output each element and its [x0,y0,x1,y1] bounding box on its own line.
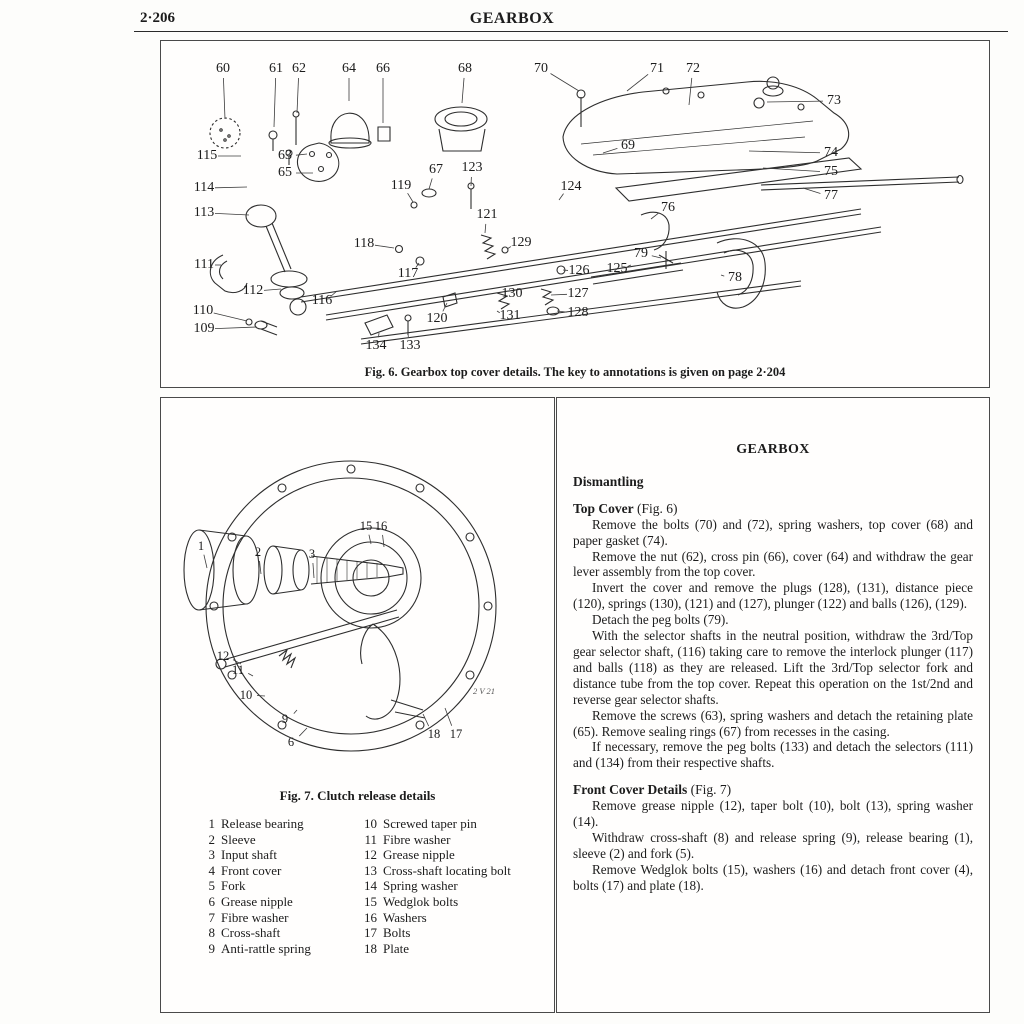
fig6-callout-121: 121 [476,207,498,222]
article-frame [556,397,990,1013]
fig7-callout-15: 15 [359,518,373,533]
fig7-callout-1: 1 [197,538,205,553]
fig6-callout-119: 119 [390,178,412,193]
fig6-callout-61: 61 [269,61,283,76]
section-heading: Front Cover Details (Fig. 7) [573,782,732,798]
fig7-frame [160,397,555,1013]
fig6-callout-128: 128 [567,305,589,320]
fig6-callout-115: 115 [196,148,218,163]
fig7-callout-10: 10 [239,687,253,702]
fig7-callout-11: 11 [231,662,245,677]
parts-key-row: 8 Cross-shaft 17 Bolts [208,925,411,941]
fig7-callout-17: 17 [449,726,463,741]
fig6-frame [160,40,990,388]
fig7-caption: Fig. 7. Clutch release details [279,788,436,803]
article-paragraph: Remove the nut (62), cross pin (66), cover (64) and withdraw the gear lever assembly from the top cover. [573,548,973,580]
fig6-callout-110: 110 [192,303,214,318]
article-subtitle: Dismantling [573,473,644,489]
fig6-callout-129: 129 [510,235,532,250]
fig6-callout-126: 126 [568,263,590,278]
fig7-callout-2: 2 [254,544,262,559]
article-paragraph: Invert the cover and remove the plugs (128), (131), distance piece (120), springs (130), (121) and (127), plunger (122) and balls (126), (129). [573,580,973,612]
fig6-diagram [161,41,989,387]
fig7-callout-18: 18 [427,726,441,741]
fig6-callout-112: 112 [242,283,264,298]
fig6-callout-76: 76 [661,200,675,215]
article-paragraph: Detach the peg bolts (79). [592,612,729,628]
fig6-callout-77: 77 [824,188,838,203]
fig6-callout-62: 62 [292,61,306,76]
fig7-callout-16: 16 [374,518,388,533]
fig6-callout-70: 70 [534,61,548,76]
fig6-callout-109: 109 [193,321,215,336]
fig6-callout-64: 64 [342,61,356,76]
article-paragraph: If necessary, remove the peg bolts (133) and detach the selectors (111) and (134) from their respective shafts. [573,739,973,771]
fig7-plate-mark: 2 V 21 [473,686,496,696]
fig6-callout-63: 63 [278,148,292,163]
fig6-callout-111: 111 [194,257,214,272]
parts-key-row: 6 Grease nipple 15 Wedglok bolts [208,893,459,909]
fig6-callout-133: 133 [399,338,421,353]
fig6-callout-127: 127 [567,286,589,301]
fig7-callout-12: 12 [216,648,230,663]
fig6-callout-125: 125 [606,261,628,276]
fig6-callout-75: 75 [824,164,838,179]
page-header-title: GEARBOX [469,10,555,27]
fig7-parts-key [199,816,554,956]
parts-key-row: 5 Fork 14 Spring washer [208,878,458,894]
fig6-callout-114: 114 [193,180,215,195]
article-paragraph: With the selector shafts in the neutral position, withdraw the 3rd/Top gear selector shaft, (116) taking care to remove the interlock plunger (117) and balls (118) as they are released. Lift the 3rd/Top selector fork and distance tube from the top cover. Repeat this operation on the 1st/2nd and reverse gear selector shafts. [573,628,973,707]
fig6-callout-72: 72 [686,61,700,76]
fig7-callout-3: 3 [308,546,316,561]
article-title: GEARBOX [736,442,810,457]
fig6-callout-65: 65 [278,165,292,180]
fig6-callout-124: 124 [560,179,582,194]
article-paragraph: Withdraw cross-shaft (8) and release spring (9), release bearing (1), sleeve (2) and fork (5). [573,829,973,861]
article-paragraph: Remove the screws (63), spring washers and detach the retaining plate (65). Remove sealing rings (67) from recesses in the casing. [573,707,973,739]
fig6-callout-117: 117 [397,266,419,281]
article-body [573,501,973,894]
fig6-callout-130: 130 [501,286,523,301]
fig6-callout-74: 74 [824,145,838,160]
parts-key-row: 7 Fibre washer 16 Washers [208,909,427,925]
fig6-caption: Fig. 6. Gearbox top cover details. The key to annotations is given on page 2·204 [364,365,786,379]
fig6-callout-73: 73 [827,93,841,108]
parts-key-row: 4 Front cover 13 Cross-shaft locating bolt [208,862,511,878]
parts-key-row: 3 Input shaft 12 Grease nipple [208,847,455,863]
section-heading: Top Cover (Fig. 6) [573,500,678,516]
fig6-callout-66: 66 [376,61,390,76]
fig6-callout-60: 60 [216,61,230,76]
fig7-callout-9: 9 [281,711,289,726]
fig6-callout-116: 116 [311,293,333,308]
fig6-callout-69: 69 [621,138,635,153]
fig7-line-art [161,398,554,786]
article-paragraph: Remove the bolts (70) and (72), spring washers, top cover (68) and paper gasket (74). [573,516,973,548]
fig6-callout-68: 68 [458,61,472,76]
fig6-callout-118: 118 [353,236,375,251]
header-rule [134,31,1008,32]
fig6-callout-120: 120 [426,311,448,326]
fig6-callout-131: 131 [499,308,521,323]
parts-key-row: 2 Sleeve 11 Fibre washer [208,831,451,847]
fig6-callout-113: 113 [193,205,215,220]
page-number: 2·206 [140,10,176,26]
article-paragraph: Remove Wedglok bolts (15), washers (16) and detach front cover (4), bolts (17) and plate (18). [573,861,973,893]
fig6-line-art [161,41,989,387]
parts-key-row: 1 Release bearing 10 Screwed taper pin [208,816,477,831]
fig6-callout-123: 123 [461,160,483,175]
article-paragraph: Remove grease nipple (12), taper bolt (10), bolt (13), spring washer (14). [573,798,973,830]
fig6-callout-78: 78 [728,270,742,285]
fig6-callout-67: 67 [429,162,443,177]
fig7-callout-6: 6 [287,734,295,749]
fig6-callout-71: 71 [650,61,664,76]
parts-key-row: 9 Anti-rattle spring 18 Plate [208,940,409,956]
fig7-diagram [161,398,554,786]
fig6-callout-134: 134 [365,338,387,353]
fig6-callout-79: 79 [634,246,648,261]
